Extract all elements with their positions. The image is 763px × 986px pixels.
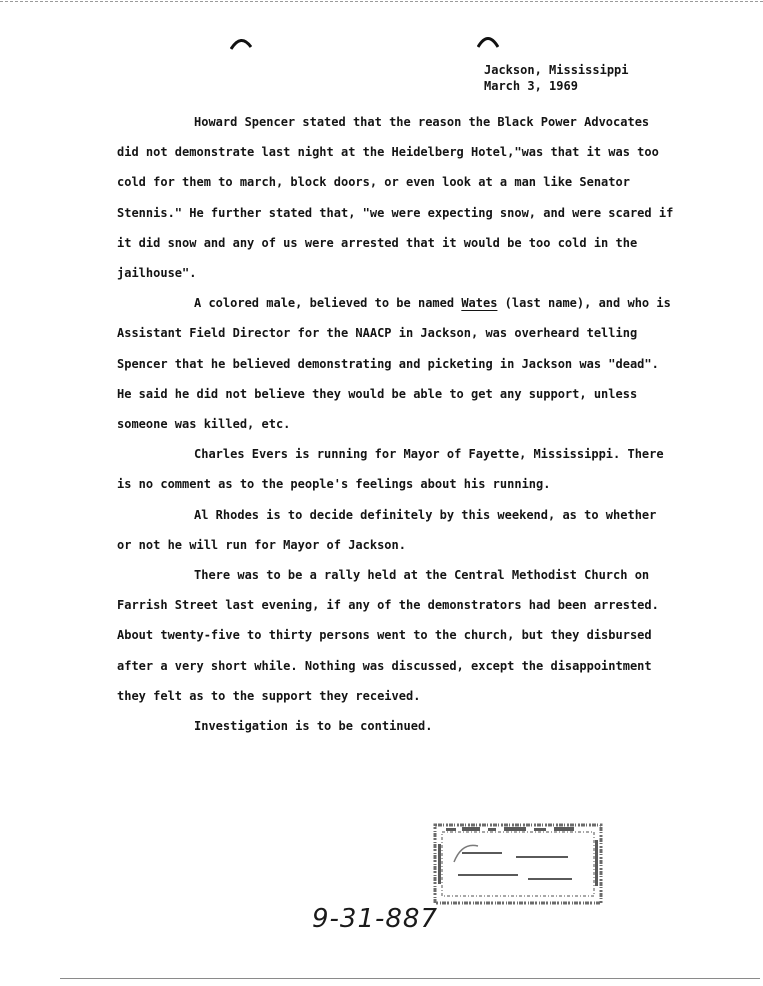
memo-body [117,107,677,741]
dateline-city: Jackson, Mississippi [484,63,629,77]
paragraph-text: A colored male, believed to be named [194,296,462,311]
paragraph-text: Charles Evers is running for Mayor of Fayette, Mississippi. There is no comment as to the people's feelings about his running. [117,447,664,492]
paragraph-text: Al Rhodes is to decide definitely by this weekend, as to whether or not he will run for Mayor of Jackson. [117,507,657,552]
handwritten-file-number: 9-31-887 [312,904,439,934]
paragraph-rhodes [117,500,677,560]
paragraph-investigation [117,711,677,741]
paragraph-text: Howard Spencer stated that the reason the Black Power Advocates did not demonstrate last night at the Heidelberg Hotel,"was that it was too cold for them to march, block doors, or even look at a man like Senator Stennis." He further stated that, "we were expecting snow, and were scared if it did snow and any of us were arrested that it would be too cold in the jailhouse". [117,115,674,281]
paragraph-rally [117,560,677,711]
paragraph-text: Investigation is to be continued. [194,719,433,734]
binder-hole-mark-right-icon [477,34,499,48]
paragraph-evers [117,439,677,499]
paragraph-text: There was to be a rally held at the Central Methodist Church on Farrish Street last evening, if any of the demonstrators had been arrested. About twenty-five to thirty persons went to the church, but they disbursed after a very short while. Nothing was discussed, except the disappointment they felt as to the support they received. [117,568,659,703]
paragraph-spencer-statement [117,107,677,288]
filing-stamp-icon [432,822,604,906]
paragraph-text: (last name), and who is Assistant Field Director for the NAACP in Jackson, was overheard telling Spencer that he believed demonstrating and picketing in Jackson was "dead". He said he did not believe they would be able to get any support, unless someone was killed, etc. [117,296,671,432]
binder-hole-mark-left-icon [230,36,252,50]
dateline-date: March 3, 1969 [484,79,578,93]
underlined-name: Wates [461,296,498,311]
bottom-edge-rule [60,978,760,979]
top-edge-dashes [0,1,763,2]
dateline [484,62,629,94]
paragraph-wates [117,288,677,439]
